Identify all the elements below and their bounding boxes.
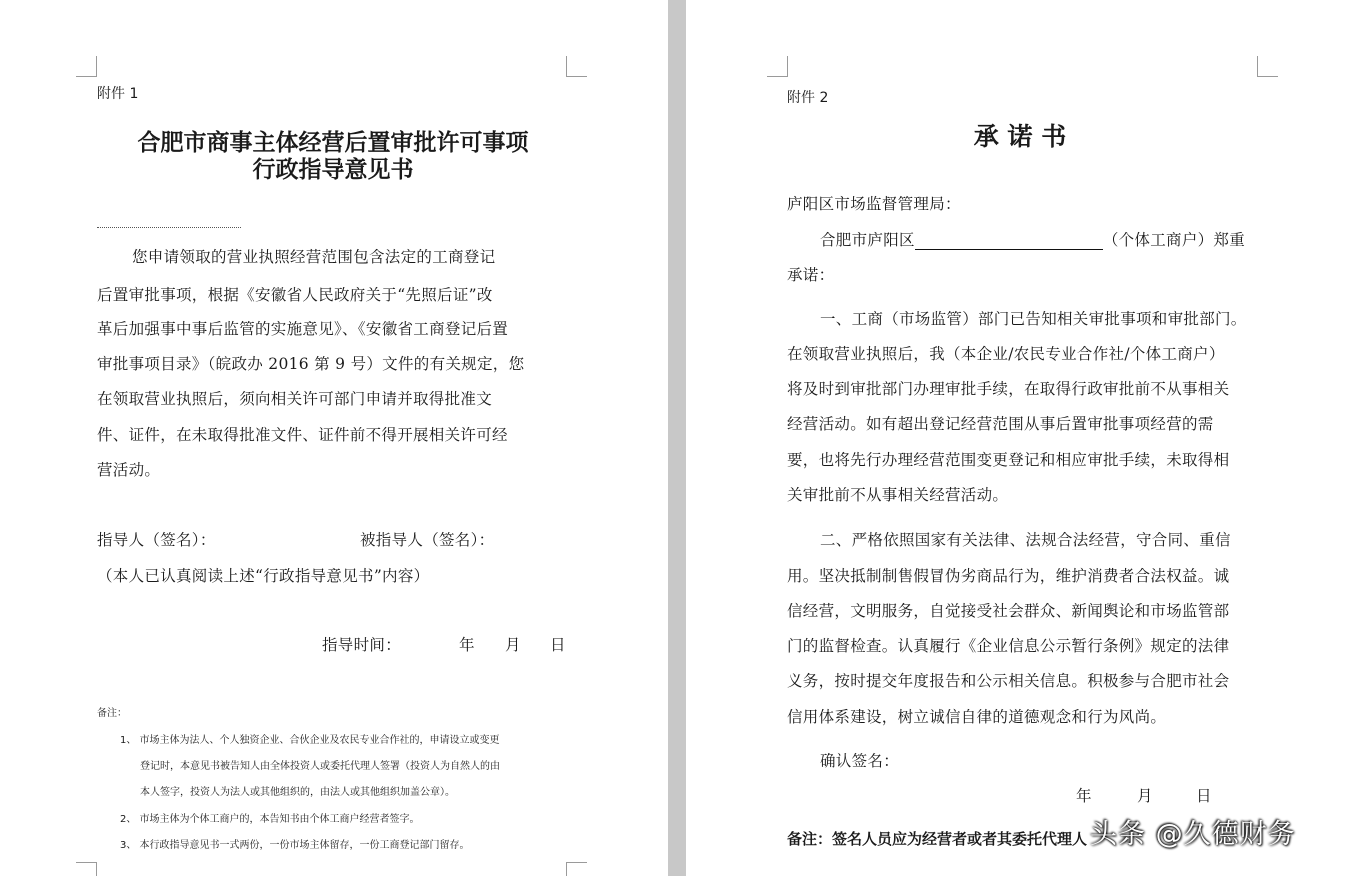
commitment-line [820,228,1245,250]
paragraph-line: 信用体系建设，树立诚信自律的道德观念和行为风尚。 [787,708,1167,726]
note-item: 1、 市场主体为法人、个人独资企业、合伙企业及农民专业合作社的，申请设立或变更 [120,735,500,746]
paragraph-line: 经营活动。如有超出登记经营范围从事后置审批事项经营的需 [787,415,1214,433]
crop-mark [566,862,587,876]
crop-mark [767,56,788,77]
paragraph-line: 在领取营业执照后，我（本企业/农民专业合作社/个体工商户） [787,345,1225,363]
paragraph-line: 审批事项目录》（皖政办 2016 第 9 号）文件的有关规定，您 [97,355,525,373]
document-page-right [686,0,1363,876]
paragraph-line: 关审批前不从事相关经营活动。 [787,486,1009,504]
addressee: 庐阳区市场监督管理局： [787,195,961,213]
confirm-signature-label: 确认签名： [820,752,900,770]
paragraph-line: 信经营，文明服务，自觉接受社会群众、新闻舆论和市场监管部 [787,602,1230,620]
paragraph-line: 革后加强事中事后监管的实施意见》、《安徽省工商登记后置 [97,320,509,338]
read-confirmation-note: （本人已认真阅读上述“行政指导意见书”内容） [97,567,430,585]
notes-title: 备注： [97,708,127,719]
commitment-suffix: （个体工商户）郑重 [1102,231,1246,249]
page-gutter [668,0,686,876]
note-item: 3、 本行政指导意见书一式两份，一份市场主体留存，一份工商登记部门留存。 [120,840,470,851]
paragraph-line: 门的监督检查。认真履行《企业信息公示暂行条例》规定的法律 [787,637,1230,655]
guided-signature-label: 被指导人（签名）： [360,531,495,549]
note-item: 本人签字，投资人为法人或其他组织的，由法人或其他组织加盖公章）。 [140,787,455,798]
paragraph-line: 二、严格依照国家有关法律、法规合法经营，守合同、重信 [820,531,1231,549]
day-label: 日 [1196,787,1212,805]
document-page-left [0,0,668,876]
month-label: 月 [1137,787,1153,805]
paragraph-line: 义务，按时提交年度报告和公示相关信息。积极参与合肥市社会 [787,672,1230,690]
paragraph-line: 营活动。 [97,461,161,479]
document-title: 合肥市商事主体经营后置审批许可事项 [137,129,529,156]
paragraph-line: 后置审批事项，根据《安徽省人民政府关于“先照后证”改 [97,286,493,304]
day-label: 日 [550,636,566,654]
commitment-prefix: 合肥市庐阳区 [820,231,915,249]
dotted-divider [97,227,241,228]
guide-time-label: 指导时间： [322,636,402,654]
paragraph-line: 件、证件，在未取得批准文件、证件前不得开展相关许可经 [97,426,508,444]
watermark-text: 头条 @久德财务 [1090,819,1296,850]
note-item: 登记时，本意见书被告知人由全体投资人或委托代理人签署（投资人为自然人的由 [140,761,500,772]
paragraph-line: 一、工商（市场监管）部门已告知相关审批事项和审批部门。 [820,310,1247,328]
crop-mark [76,862,97,876]
paragraph-line: 将及时到审批部门办理审批手续，在取得行政审批前不从事相关 [787,380,1230,398]
month-label: 月 [505,636,521,654]
year-label: 年 [459,636,475,654]
paragraph-line: 在领取营业执照后，须向相关许可部门申请并取得批准文 [97,390,493,408]
document-title: 承 诺 书 [973,122,1067,151]
document-title: 行政指导意见书 [252,156,414,183]
crop-mark [76,56,97,77]
attachment-label: 附件 1 [97,86,139,102]
signature-remark: 备注：签名人员应为经营者或者其委托代理人 [787,830,1088,848]
paragraph-line: 要，也将先行办理经营范围变更登记和相应审批手续，未取得相 [787,451,1230,469]
year-label: 年 [1076,787,1092,805]
crop-mark [566,56,587,77]
paragraph-line: 承诺： [787,266,835,284]
note-item: 2、 市场主体为个体工商户的，本告知书由个体工商户经营者签字。 [120,814,420,825]
paragraph-line: 用。坚决抵制制售假冒伪劣商品行为，维护消费者合法权益。诚 [787,567,1230,585]
paragraph-line: 您申请领取的营业执照经营范围包含法定的工商登记 [132,248,496,266]
guide-signature-label: 指导人（签名）： [97,531,216,549]
name-blank-line [915,233,1103,250]
crop-mark [1257,56,1278,77]
attachment-label: 附件 2 [787,90,829,106]
